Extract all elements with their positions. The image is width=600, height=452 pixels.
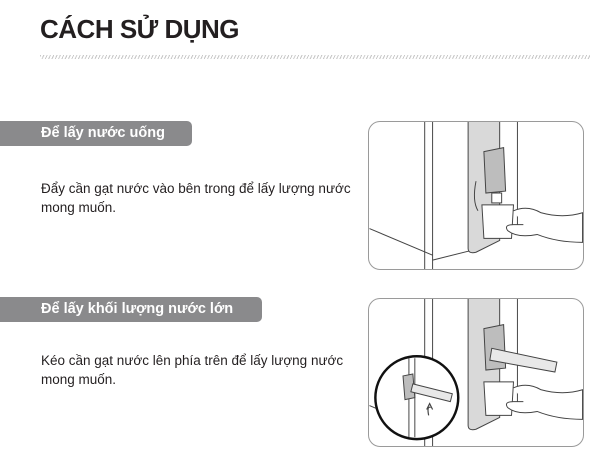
section-heading-drinking-water: Để lấy nước uống [0,121,192,146]
dispenser-pull-illustration [368,298,584,447]
page-title: CÁCH SỬ DỤNG [40,14,240,44]
section-description-drinking-water: Đẩy cần gạt nước vào bên trong để lấy lượng nước mong muốn. [41,181,351,215]
dispenser-push-illustration [368,121,584,270]
section-heading-large-water-volume: Để lấy khối lượng nước lớn [0,297,262,322]
fridge-dispenser-icon [369,122,583,269]
hatched-divider [40,55,590,59]
section-description-large-water-volume: Kéo cần gạt nước lên phía trên để lấy lượng nước mong muốn. [41,353,344,387]
fridge-dispenser-lever-icon [369,299,583,446]
